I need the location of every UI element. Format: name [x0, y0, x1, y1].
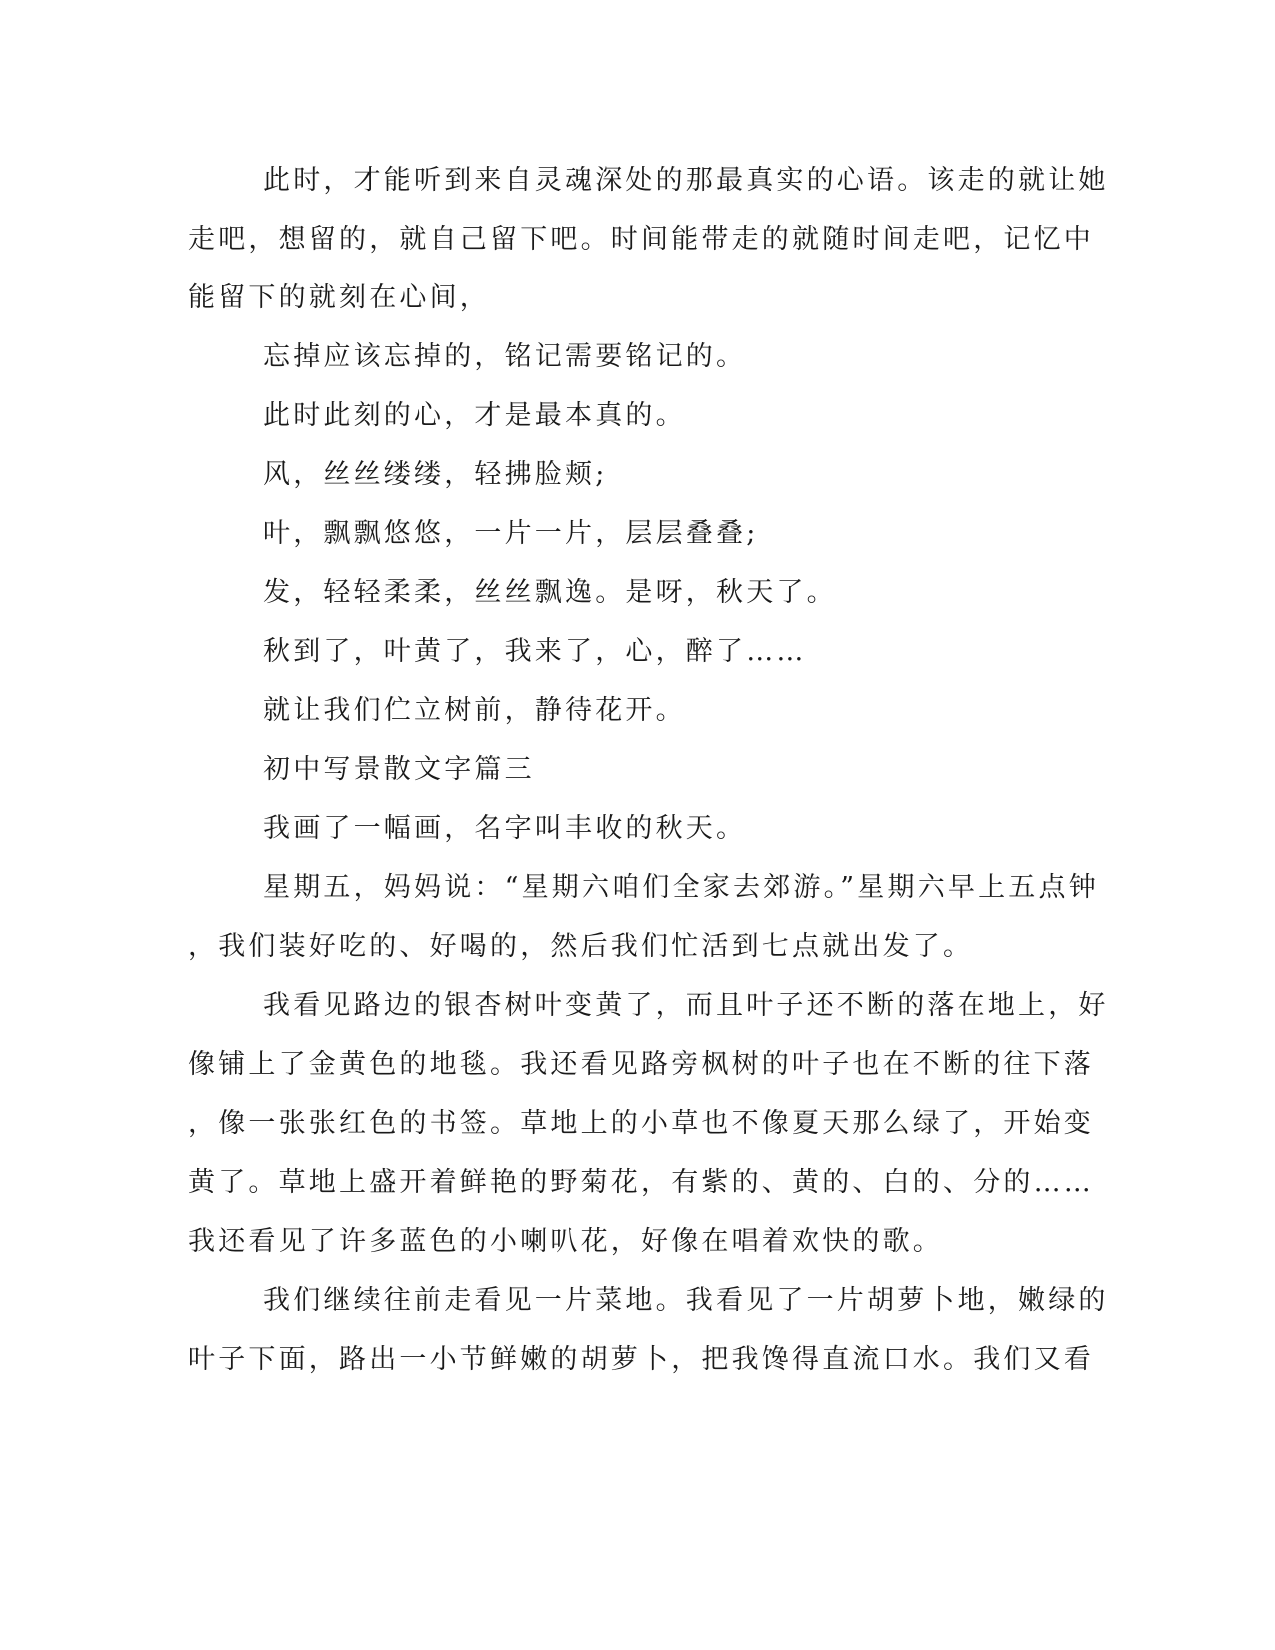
text-line: 忘掉应该忘掉的，铭记需要铭记的。: [263, 341, 747, 372]
text-line: 星期五，妈妈说：“星期六咱们全家去郊游。”星期六早上五点钟: [263, 872, 1099, 903]
text-line: 我们继续往前走看见一片菜地。我看见了一片胡萝卜地，嫩绿的: [263, 1285, 1109, 1316]
text-line: ，我们装好吃的、好喝的，然后我们忙活到七点就出发了。: [188, 931, 974, 962]
text-line: 我还看见了许多蓝色的小喇叭花，好像在唱着欢快的歌。: [188, 1226, 943, 1257]
text-line: 就让我们伫立树前，静待花开。: [263, 695, 686, 726]
text-line: 发，轻轻柔柔，丝丝飘逸。是呀，秋天了。: [263, 577, 837, 608]
text-line: 能留下的就刻在心间，: [188, 282, 490, 313]
text-line: 像铺上了金黄色的地毯。我还看见路旁枫树的叶子也在不断的往下落: [188, 1049, 1094, 1080]
text-line: 秋到了，叶黄了，我来了，心，醉了……: [263, 636, 807, 667]
text-line: 走吧，想留的，就自己留下吧。时间能带走的就随时间走吧，记忆中: [188, 224, 1094, 255]
text-line: 风，丝丝缕缕，轻拂脸颊;: [263, 459, 608, 490]
text-line: 我画了一幅画，名字叫丰收的秋天。: [263, 813, 747, 844]
text-line: 叶子下面，路出一小节鲜嫩的胡萝卜，把我馋得直流口水。我们又看: [188, 1344, 1094, 1375]
text-line: 此时此刻的心，才是最本真的。: [263, 400, 686, 431]
section-heading: 初中写景散文字篇三: [263, 754, 535, 785]
text-line: 我看见路边的银杏树叶变黄了，而且叶子还不断的落在地上，好: [263, 990, 1109, 1021]
text-line: ，像一张张红色的书签。草地上的小草也不像夏天那么绿了，开始变: [188, 1108, 1094, 1139]
text-line: 黄了。草地上盛开着鲜艳的野菊花，有紫的、黄的、白的、分的……: [188, 1167, 1094, 1198]
text-line: 此时，才能听到来自灵魂深处的那最真实的心语。该走的就让她: [263, 165, 1109, 196]
text-line: 叶，飘飘悠悠，一片一片，层层叠叠;: [263, 518, 759, 549]
